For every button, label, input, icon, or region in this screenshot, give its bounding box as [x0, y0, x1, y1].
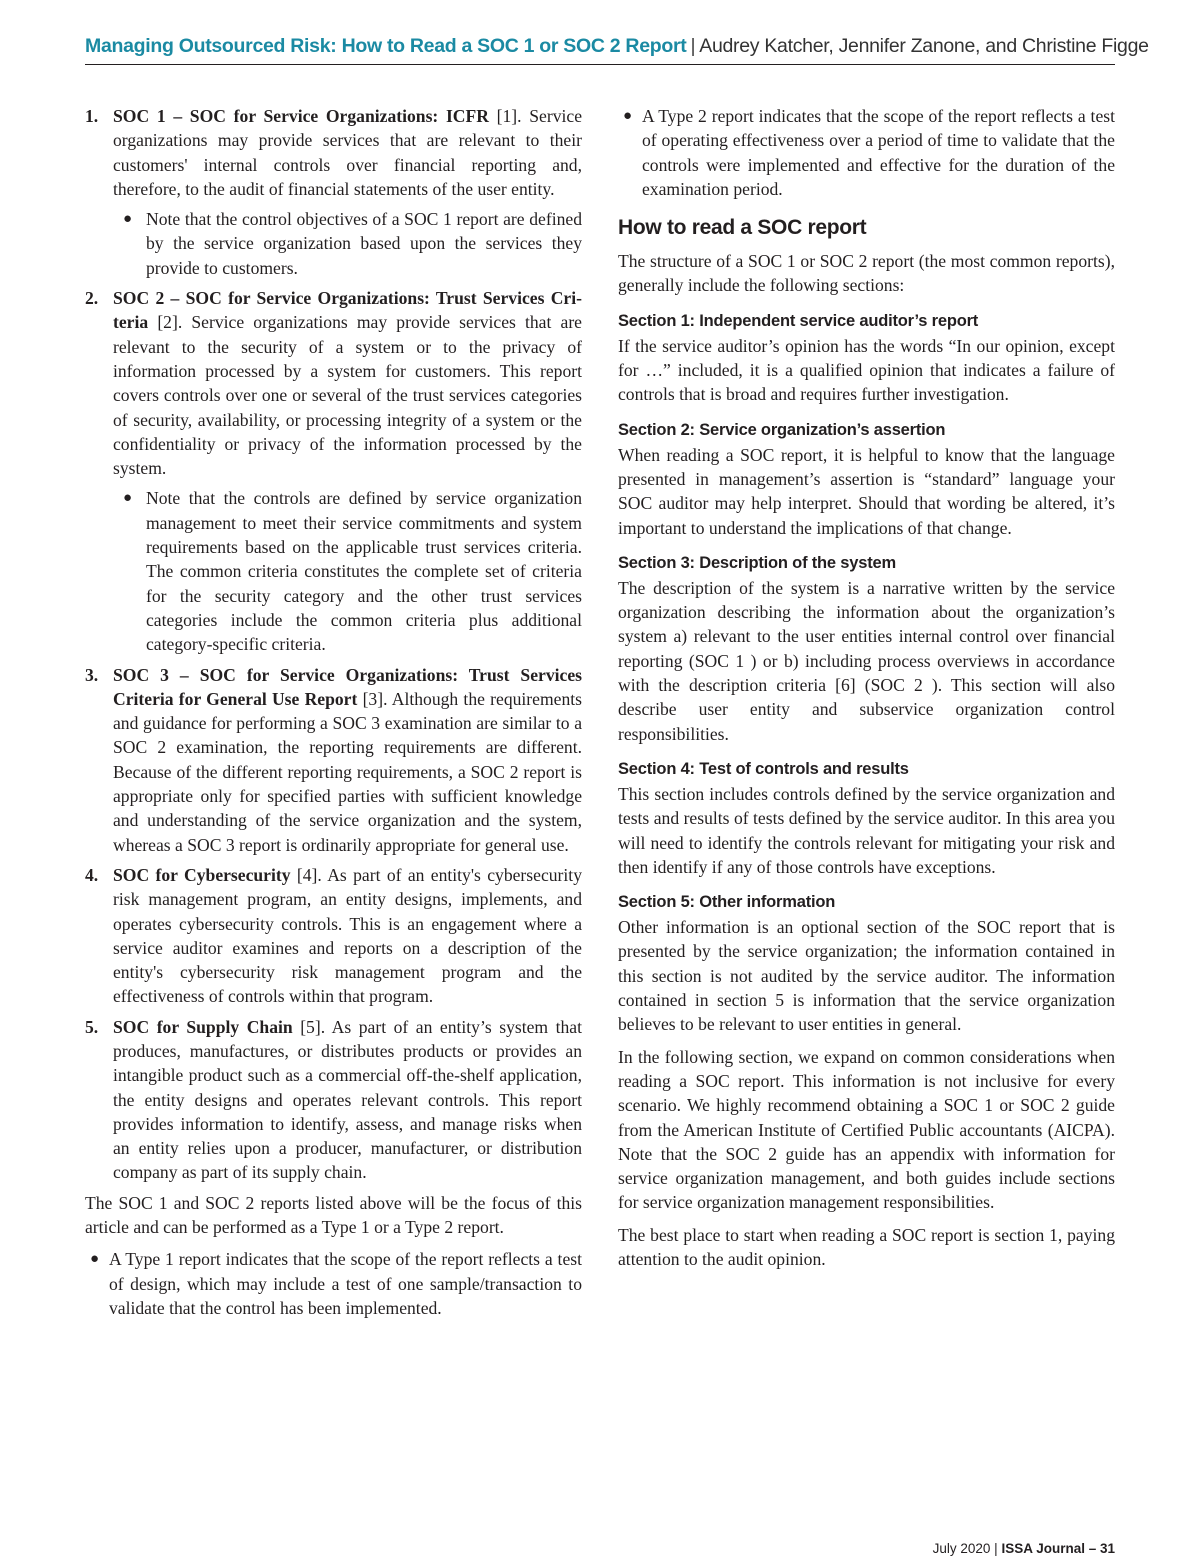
header-rule	[85, 64, 1115, 65]
list-item-soc1	[85, 104, 582, 280]
header-separator: |	[690, 35, 696, 57]
bullet-icon: ●	[623, 108, 633, 124]
running-header	[85, 33, 1149, 59]
footer-separator: |	[994, 1541, 998, 1556]
section-5-text: Other information is an optional section of the SOC report that is presented by the service organization; the information contained in this section is not audited by the service auditor. The information contained in section 5 is information that the service organization believes to be relevant to user entities in general.	[618, 917, 1115, 1035]
item-term: SOC 2 – SOC for Service Organizations: Trust Services Criteria	[113, 288, 582, 333]
list-number: 3.	[85, 664, 99, 685]
left-column	[85, 104, 582, 1320]
section-4-text: This section includes controls defined by the service organization and tests and results of tests defined by the service auditor. In this area you will need to identify the controls relevant for mitigating your risk and then identify if any of those controls have exceptions.	[618, 783, 1115, 877]
closing-paragraph: The SOC 1 and SOC 2 reports listed above will be the focus of this article and can be performed as a Type 1 or a Type 2 report.	[85, 1192, 582, 1238]
note-bullet	[113, 486, 582, 656]
section-2-title: Section 2: Service organization’s assertion	[618, 420, 946, 439]
item-text: [5]. As part of an entity’s system that produces, manufactures, or distributes products or provides an intangible product such as a commercial off-the-shelf application, the entity designs and operates relevant controls. This report provides information to identify, assess, and manage risks when an entity relies upon a producer, manufacturer, or distribution company as part of its supply chain.	[113, 1016, 582, 1183]
section-2-text: When reading a SOC report, it is helpful to know that the language presented in management’s assertion is “standard” language your SOC auditor may help interpret. Should that wording be altered, it’s important to understand the implications of that change.	[618, 444, 1115, 538]
bullet-icon: ●	[123, 490, 133, 507]
list-number: 5.	[85, 1016, 99, 1037]
type2-text: A Type 2 report indicates that the scope of the report reflects a test of operating effectiveness over a period of time to validate that the controls were implemented and effective for the duration of the examination period.	[642, 106, 1115, 199]
item-text: [2]. Service organizations may provide services that are relevant to the security of a system or to the privacy of information processed by a system for customers. This report covers controls over one or several of the trust services categories of security, availability, or processing integrity of a system or the confidentiality or privacy of the information processed by the system.	[113, 312, 582, 479]
item-term: SOC for Supply Chain	[113, 1016, 293, 1037]
item-term: SOC for Cybersecurity	[113, 864, 291, 885]
list-number: 4.	[85, 864, 99, 885]
type2-bullet	[618, 104, 1115, 201]
right-column	[618, 104, 1115, 1279]
section-heading: How to read a SOC report	[618, 216, 867, 240]
list-number: 1.	[85, 106, 99, 126]
section-3-text: The description of the system is a narrative written by the service organization describing the information about the organization’s system a) relevant to the user entities internal control over financial reporting (SOC 1 ) or b) including process overviews in accordance with the description criteria [6] (SOC 2 ). This section will also describe user entity and subservice organization control responsibilities.	[618, 577, 1115, 744]
item-text: [3]. Although the requirements and guidance for performing a SOC 3 examination are similar to a SOC 2 examination, the reporting requirements are different. Because of the different reporting requirements, a SOC 2 report is appropriate only for specified parties with sufficient knowledge and understanding of the service organization and the system, whereas a SOC 3 report is ordinarily appropriate for general use.	[113, 688, 583, 855]
list-item-soc3	[85, 663, 582, 857]
type1-bullet	[85, 1247, 582, 1320]
item-text: [1]. Service organizations may provide services that are relevant to their customers' internal controls over financial reporting and, therefore, to the audit of financial statements of the user entity.	[113, 106, 582, 199]
section-5-title: Section 5: Other information	[618, 893, 836, 912]
article-title: Managing Outsourced Risk: How to Read a SOC 1 or SOC 2 Report	[85, 35, 687, 57]
journal-page: ISSA Journal – 31	[1001, 1541, 1115, 1556]
item-term: SOC 3 – SOC for Service Organizations: Trust Services Criteria for General Use Report	[113, 664, 582, 709]
section-1-title: Section 1: Independent service auditor’s report	[618, 311, 979, 330]
section-4-title: Section 4: Test of controls and results	[618, 759, 909, 778]
list-item-soc2	[85, 286, 582, 656]
page-footer	[933, 1541, 1115, 1556]
item-term: SOC 1 – SOC for Service Organizations: ICFR	[113, 106, 489, 126]
note-text: Note that the controls are defined by service organization management to meet their service commitments and system requirements based on the applicable trust services criteria. The common criteria constitutes the complete set of criteria for the security category and the other trust services categories include the common criteria plus additional category-specific criteria.	[146, 488, 582, 655]
best-place-paragraph: The best place to start when reading a SOC report is section 1, paying attention to the audit opinion.	[618, 1224, 1115, 1269]
bullet-icon: ●	[123, 211, 133, 228]
intro-paragraph: The structure of a SOC 1 or SOC 2 report (the most common reports), generally include the following sections:	[618, 251, 1115, 296]
section-1-text: If the service auditor’s opinion has the words “In our opinion, except for …” included, it is a qualified opinion that indicates a failure of controls that is broad and requires further investigation.	[618, 335, 1115, 405]
article-authors: Audrey Katcher, Jennifer Zanone, and Christine Figge	[699, 35, 1149, 57]
section-3-title: Section 3: Description of the system	[618, 553, 896, 572]
bullet-icon: ●	[90, 1251, 100, 1268]
issue-date: July 2020	[932, 1541, 991, 1556]
note-text: Note that the control objectives of a SOC 1 report are defined by the service organization based upon the services they provide to customers.	[146, 209, 582, 278]
list-item-cybersecurity	[85, 863, 582, 1009]
type1-text: A Type 1 report indicates that the scope of the report reflects a test of design, which may include a test of one sample/transaction to validate that the control has been implemented.	[109, 1249, 582, 1318]
list-number: 2.	[85, 288, 99, 309]
following-paragraph: In the following section, we expand on common considerations when reading a SOC report. This information is not inclusive for every scenario. We highly recommend obtaining a SOC 1 or SOC 2 guide from the American Institute of Certified Public accountants (AICPA). Note that the SOC 2 guide has an appendix with information for service organization management, and both guides include sections for service organization management responsibilities.	[618, 1046, 1115, 1213]
note-bullet	[113, 207, 582, 280]
list-item-supply-chain	[85, 1015, 582, 1185]
item-text: [4]. As part of an entity's cybersecurity risk management program, an entity designs, implements, and operates cybersecurity controls. This is an engagement where a service auditor examines and reports on a description of the entity's cybersecurity risk management program and the effectiveness of controls within that program.	[113, 864, 582, 1007]
